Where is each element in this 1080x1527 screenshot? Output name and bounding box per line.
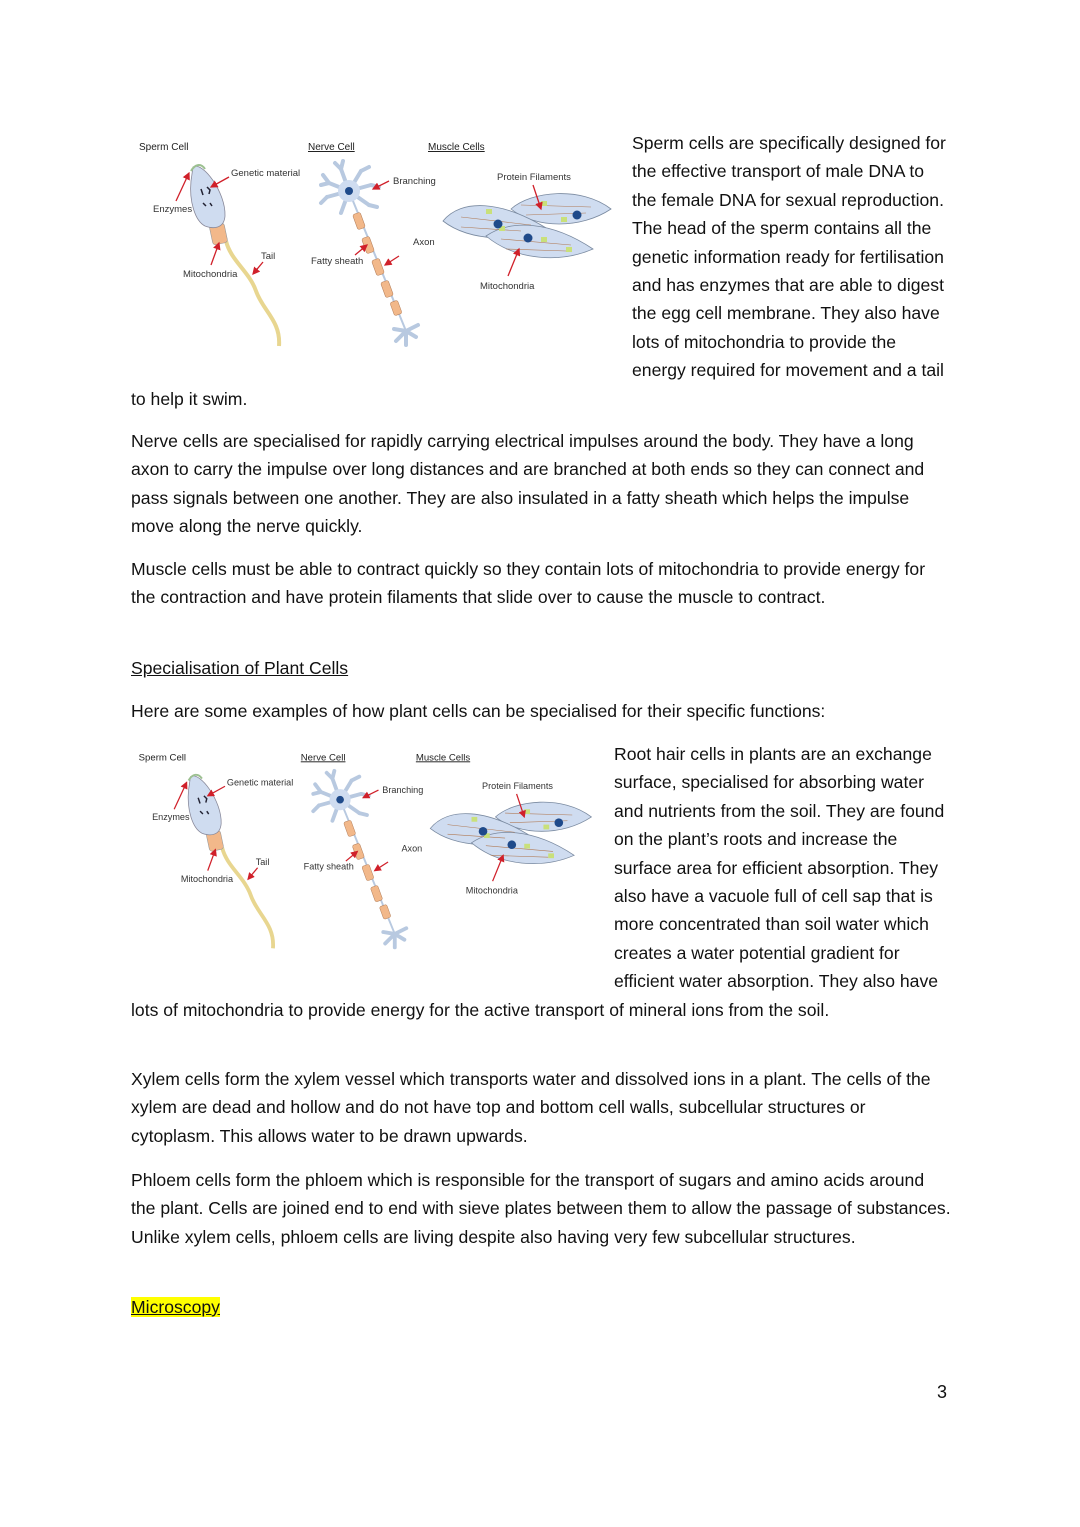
label-tail: Tail (255, 856, 270, 867)
label-muscle-mitochondria: Mitochondria (480, 281, 535, 292)
nerve-cell-title: Nerve Cell (308, 142, 355, 153)
root-hair-paragraph: Root hair cells in plants are an exchange surface, specialised for absorbing water and nutrients from the soil. They are found on the plant’s roots and increase the surface area for efficient absorption. They also have a vacuole full of cell sap that is more concentrated than soil water which creates a water potential gradient for efficient water absorption. They also have lots of mitochondria to provide energy for the active transport of mineral ions from the soil. (131, 744, 945, 1020)
label-enzymes: Enzymes (153, 204, 193, 215)
nerve-paragraph: Nerve cells are specialised for rapidly carrying electrical impulses around the body. They have a long axon to carry the impulse over long distances and are branched at both ends so they can connect and pass signals between one another. They are also insulated in a fatty sheath which helps the impulse move along the nerve quickly. (131, 431, 925, 537)
label-mitochondria: Mitochondria (183, 269, 238, 280)
plant-cells-heading: Specialisation of Plant Cells (131, 658, 349, 678)
label-mitochondria: Mitochondria (180, 874, 234, 885)
muscle-cells-shape (443, 194, 611, 258)
sperm-head (191, 166, 225, 227)
label-branching: Branching (382, 784, 424, 795)
microscopy-heading-text: Microscopy (131, 1297, 220, 1317)
root-hair-section (131, 740, 953, 1024)
label-fatty-sheath: Fatty sheath (311, 256, 364, 267)
muscle-cells-title: Muscle Cells (428, 142, 485, 153)
label-branching: Branching (393, 176, 436, 187)
cell-diagram-svg (131, 129, 621, 359)
label-muscle-mitochondria: Mitochondria (465, 885, 518, 896)
label-enzymes: Enzymes (152, 811, 190, 822)
label-genetic-material: Genetic material (231, 168, 301, 179)
cell-diagram-svg-2 (131, 740, 601, 961)
specialised-cells-diagram (131, 129, 632, 383)
label-tail: Tail (261, 251, 276, 262)
muscle-cells-shape (430, 802, 591, 863)
specialised-cells-diagram-2 (131, 740, 614, 994)
label-fatty-sheath: Fatty sheath (303, 861, 354, 872)
page-number: 3 (937, 1382, 948, 1402)
plant-intro-paragraph: Here are some examples of how plant cells can be specialised for their specific functions: (131, 701, 826, 721)
sperm-paragraph: Sperm cells are specifically designed for the effective transport of male DNA to the female DNA for sexual reproduction. The head of the sperm contains all the genetic information ready for fertilisation and has enzymes that are able to digest the egg cell membrane. They also have lots of mitochondria to provide the energy required for movement and a tail to help it swim. (131, 133, 946, 409)
label-genetic-material: Genetic material (226, 777, 294, 788)
label-protein-filaments: Protein Filaments (482, 781, 553, 792)
sperm-cell-title: Sperm Cell (138, 752, 187, 764)
xylem-paragraph: Xylem cells form the xylem vessel which transports water and dissolved ions in a plant. The cells of the xylem are dead and hollow and do not have top and bottom cell walls, subcellular structures or cytoplasm. This allows water to be drawn upwards. (131, 1069, 931, 1146)
nerve-cell-title: Nerve Cell (300, 752, 346, 764)
muscle-paragraph: Muscle cells must be able to contract quickly so they contain lots of mitochondria to provide energy for the contraction and have protein filaments that slide over to cause the muscle to contract. (131, 559, 926, 608)
muscle-cells-title: Muscle Cells (415, 752, 471, 764)
sperm-section (131, 129, 953, 413)
phloem-paragraph: Phloem cells form the phloem which is responsible for the transport of sugars and amino acids around the plant. Cells are joined end to end with sieve plates between them to allow the passage of substances. Unlike xylem cells, phloem cells are living despite also having very few subcellular structures. (131, 1170, 951, 1247)
sperm-head (188, 776, 221, 835)
sperm-cell-title: Sperm Cell (139, 142, 189, 153)
label-axon: Axon (401, 843, 423, 854)
label-protein-filaments: Protein Filaments (497, 172, 571, 183)
microscopy-heading (131, 1293, 953, 1321)
label-axon: Axon (413, 237, 435, 248)
